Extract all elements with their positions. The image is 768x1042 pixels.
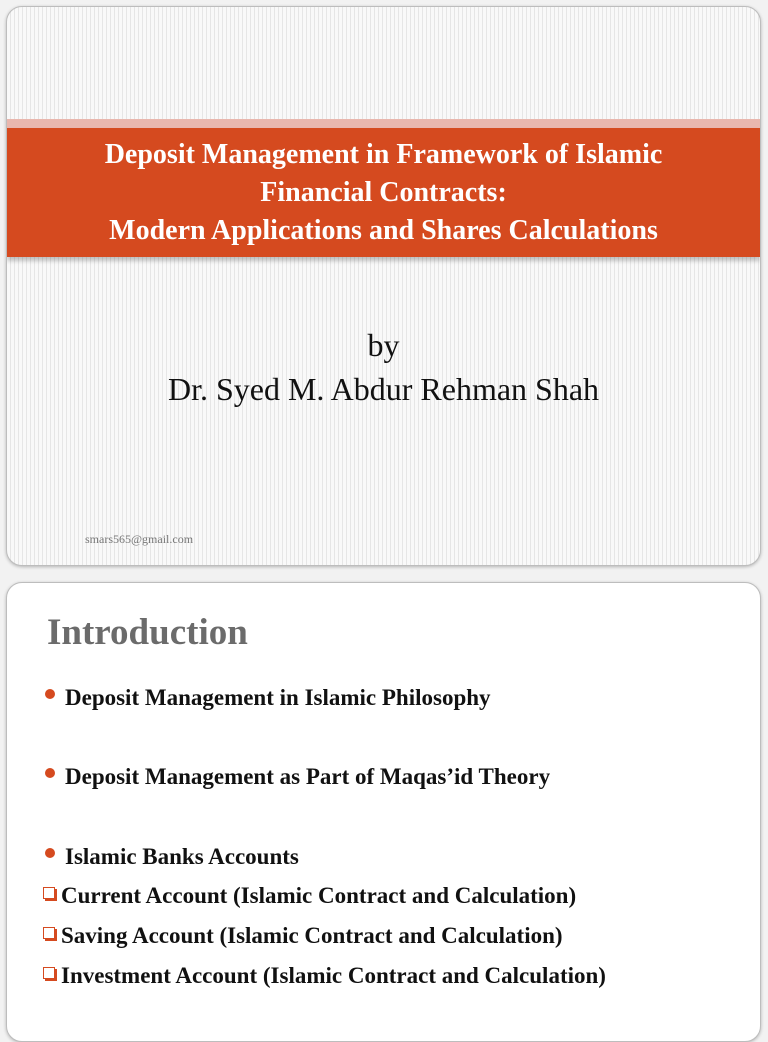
bullet-dot-icon (45, 848, 55, 858)
checkbox-bullet-icon (43, 927, 55, 939)
title-line-3: Modern Applications and Shares Calculations (109, 214, 658, 246)
sub-item (41, 963, 606, 989)
bullet-item (41, 685, 491, 711)
bullet-dot-icon (45, 689, 55, 699)
title-line-1: Deposit Management in Framework of Islamic (104, 138, 663, 170)
slide-heading: Introduction (47, 612, 248, 653)
bullet-text: Deposit Management as Part of Maqas’id Theory (65, 764, 551, 789)
checkbox-bullet-icon (43, 887, 55, 899)
title-band (7, 128, 760, 257)
sub-item-text: Investment Account (Islamic Contract and Calculation) (61, 963, 606, 988)
byline (7, 323, 760, 411)
presentation-title (105, 136, 663, 250)
bullet-item (41, 844, 299, 870)
bullet-dot-icon (45, 768, 55, 778)
bullet-text: Islamic Banks Accounts (65, 844, 299, 869)
bullet-item (41, 764, 550, 790)
sub-item-text: Saving Account (Islamic Contract and Calculation) (61, 923, 563, 948)
author-name: Dr. Syed M. Abdur Rehman Shah (167, 371, 600, 407)
bullet-text: Deposit Management in Islamic Philosophy (65, 685, 491, 710)
checkbox-bullet-icon (43, 967, 55, 979)
title-band-highlight (7, 119, 760, 128)
title-slide (6, 6, 761, 566)
sub-item (41, 883, 576, 909)
sub-item-text: Current Account (Islamic Contract and Calculation) (61, 883, 577, 908)
title-line-2: Financial Contracts: (260, 176, 507, 208)
by-label: by (367, 327, 400, 363)
sub-item (41, 923, 563, 949)
author-email: smars565@gmail.com (85, 532, 194, 546)
introduction-slide (6, 582, 761, 1042)
